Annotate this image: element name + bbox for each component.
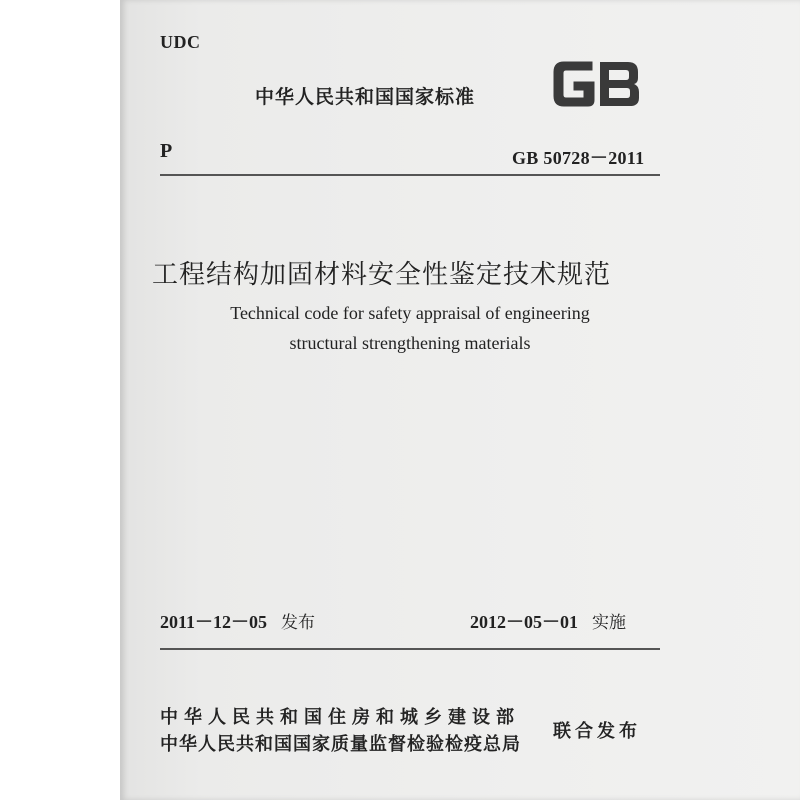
gb-logo	[548, 52, 644, 116]
issuer-aqsiq: 中华人民共和国国家质量监督检验检疫总局	[160, 734, 521, 755]
standard-number: GB 50728－2011	[512, 148, 645, 168]
issue-date: 2011－12－05	[160, 612, 268, 632]
national-standard-heading: 中华人民共和国国家标准	[255, 86, 476, 108]
joint-issue-label: 联合发布	[553, 721, 641, 742]
cover-paper	[120, 0, 800, 800]
udc-label: UDC	[160, 32, 201, 52]
effective-date-block	[470, 608, 626, 634]
effective-label: 实施	[592, 613, 626, 633]
issuer-ministry-housing: 中华人民共和国住房和城乡建设部	[160, 707, 520, 728]
effective-date: 2012－05－01	[470, 612, 578, 632]
category-code: P	[160, 140, 173, 162]
issue-label: 发布	[281, 613, 316, 633]
title-chinese: 工程结构加固材料安全性鉴定技术规范	[152, 260, 612, 290]
issue-date-block	[160, 608, 315, 634]
bottom-divider	[160, 648, 660, 650]
top-divider	[160, 174, 660, 176]
title-english-line-1: Technical code for safety appraisal of engineering	[230, 303, 590, 323]
title-english-line-2: structural strengthening materials	[289, 333, 531, 353]
title-english	[160, 298, 660, 358]
